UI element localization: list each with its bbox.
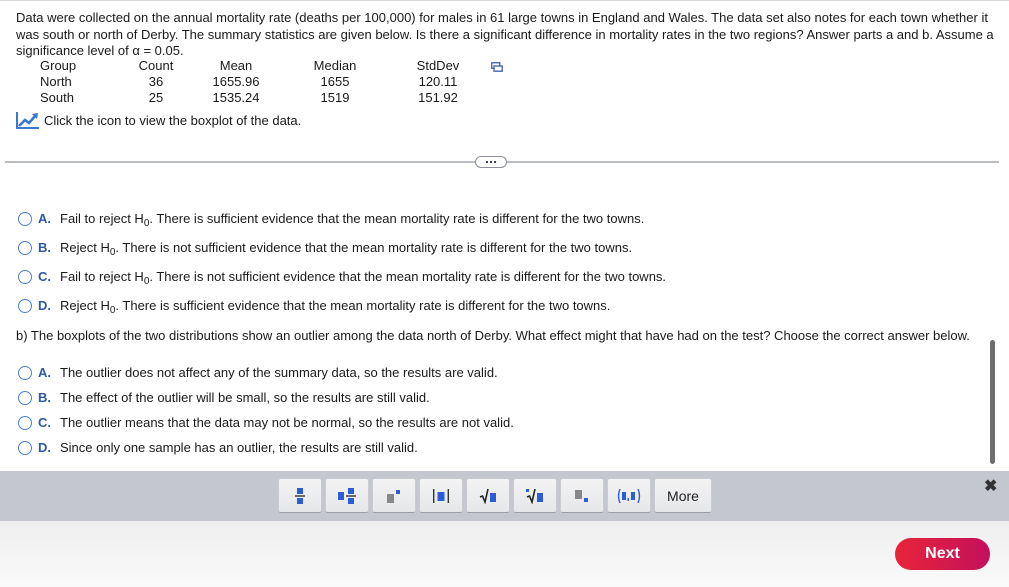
choice-text: Reject $H_0$. There is sufficient evidence that the mean mortality rate is different for the two towns.: [60, 298, 611, 316]
part-b-choices: [18, 360, 514, 460]
choice-letter: B.: [38, 390, 51, 405]
next-button[interactable]: Next: [895, 538, 990, 570]
cell-median: 1655: [320, 74, 350, 89]
exponent-icon: [387, 489, 401, 503]
nth-root-button[interactable]: [513, 478, 557, 513]
radio-button[interactable]: [18, 366, 32, 380]
absolute-value-icon: [432, 489, 450, 503]
fraction-button[interactable]: [278, 478, 322, 513]
nth-root-icon: [525, 488, 545, 504]
more-button[interactable]: More: [654, 478, 712, 513]
header-median: Median: [313, 58, 357, 73]
choice-text: Reject $H_0$. There is not sufficient evidence that the mean mortality rate is different for the two towns.: [60, 240, 633, 258]
vertical-scrollbar[interactable]: [990, 340, 995, 464]
math-toolbar: [0, 471, 1009, 521]
choice-letter: B.: [38, 240, 51, 255]
radio-button[interactable]: [18, 441, 32, 455]
top-border: [0, 0, 1009, 1]
boxplot-link[interactable]: [16, 111, 301, 129]
close-toolbar-icon[interactable]: ✖: [984, 478, 998, 495]
choice-b[interactable]: [18, 233, 666, 262]
part-a-choices: [18, 204, 666, 320]
header-count: Count: [138, 58, 174, 73]
ordered-pair-icon: [617, 489, 641, 503]
expand-handle-button[interactable]: [475, 156, 507, 168]
subscript-icon: [575, 489, 589, 503]
cell-mean: 1535.24: [212, 90, 260, 105]
cell-stddev: 151.92: [418, 90, 458, 105]
cell-mean: 1655.96: [212, 74, 260, 89]
part-b-prompt: b) The boxplots of the two distributions show an outlier among the data north of Derby. What effect might that have had on the test? Choose the correct answer below.: [16, 328, 970, 343]
choice-text: The effect of the outlier will be small, so the results are still valid.: [60, 390, 430, 405]
choice-c[interactable]: [18, 410, 514, 435]
radio-button[interactable]: [18, 416, 32, 430]
chart-line-icon[interactable]: [16, 111, 40, 129]
cell-median: 1519: [320, 90, 350, 105]
radio-button[interactable]: [18, 270, 32, 284]
cell-stddev: 120.11: [418, 74, 458, 89]
radio-button[interactable]: [18, 299, 32, 313]
choice-letter: C.: [38, 415, 51, 430]
footer-bar: [0, 521, 1009, 587]
boxplot-link-label: Click the icon to view the boxplot of the data.: [44, 112, 302, 128]
radio-button[interactable]: [18, 391, 32, 405]
choice-text: The outlier means that the data may not be normal, so the results are not valid.: [60, 415, 514, 430]
cell-count: 25: [148, 90, 164, 105]
choice-letter: A.: [38, 211, 51, 226]
choice-letter: D.: [38, 440, 51, 455]
cell-group: South: [40, 90, 74, 105]
choice-text: The outlier does not affect any of the summary data, so the results are valid.: [60, 365, 498, 380]
header-stddev: StdDev: [416, 58, 460, 73]
choice-text: Fail to reject $H_0$. There is sufficient evidence that the mean mortality rate is different for the two towns.: [60, 211, 645, 229]
absolute-value-button[interactable]: [419, 478, 463, 513]
choice-text: Since only one sample has an outlier, the results are still valid.: [60, 440, 418, 455]
cell-count: 36: [148, 74, 164, 89]
choice-letter: C.: [38, 269, 51, 284]
cell-group: North: [40, 74, 72, 89]
choice-d[interactable]: [18, 291, 666, 320]
header-group: Group: [40, 58, 77, 73]
question-text: Data were collected on the annual mortality rate (deaths per 100,000) for males in 61 large towns in England and Wales. The data set also notes for each town whether it was south or north of Derby. The summary statistics are given below. Is there a significant difference in mortality rates in the two regions? Answer parts a and b. Assume a significance level of α = 0.05.: [16, 10, 994, 58]
header-mean: Mean: [219, 58, 253, 73]
square-root-icon: [479, 488, 497, 504]
radio-button[interactable]: [18, 212, 32, 226]
subscript-button[interactable]: [560, 478, 604, 513]
mixed-number-icon: [338, 487, 356, 505]
choice-letter: A.: [38, 365, 51, 380]
choice-b[interactable]: [18, 385, 514, 410]
choice-a[interactable]: [18, 360, 514, 385]
exponent-button[interactable]: [372, 478, 416, 513]
fraction-icon: [295, 487, 305, 505]
choice-letter: D.: [38, 298, 51, 313]
choice-c[interactable]: [18, 262, 666, 291]
mixed-number-button[interactable]: [325, 478, 369, 513]
choice-text: Fail to reject $H_0$. There is not sufficient evidence that the mean mortality rate is different for the two towns.: [60, 269, 667, 287]
choice-d[interactable]: [18, 435, 514, 460]
square-root-button[interactable]: [466, 478, 510, 513]
ordered-pair-button[interactable]: [607, 478, 651, 513]
copy-data-icon[interactable]: [491, 62, 503, 72]
radio-button[interactable]: [18, 241, 32, 255]
choice-a[interactable]: [18, 204, 666, 233]
